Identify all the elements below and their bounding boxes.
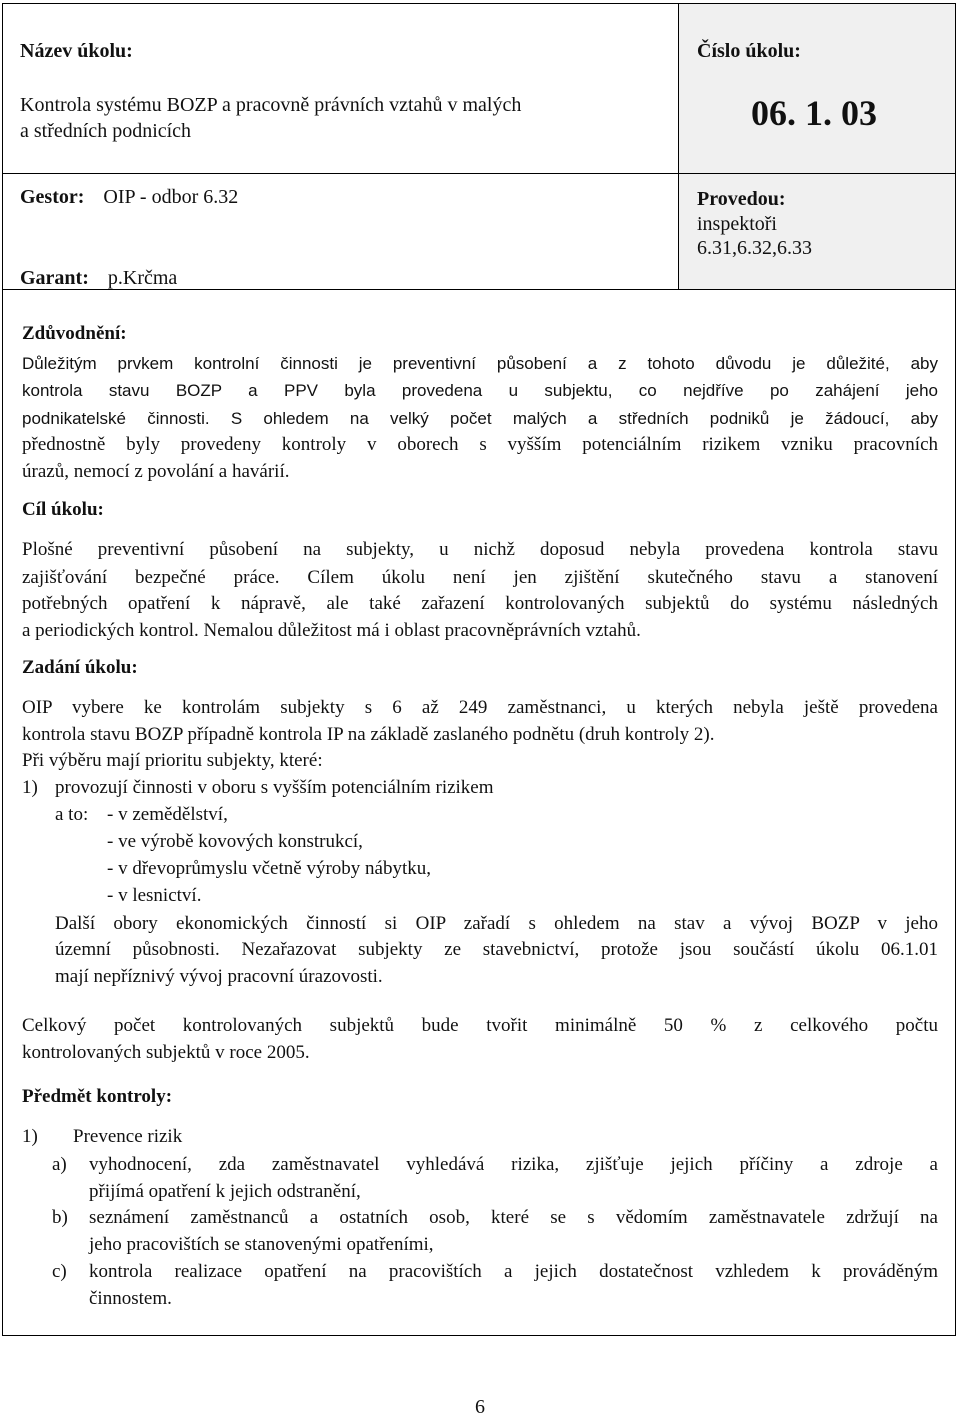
- predmet-sub-letter: b): [52, 1207, 68, 1228]
- predmet-sub-line: seznámení zaměstnanců a ostatních osob, které se s vědomím zaměstnavatele zdržují na: [89, 1207, 938, 1228]
- zadani-intro-line: kontrola stavu BOZP případně kontrola IP na základě zaslaného podnětu (druh kontroly 2).: [22, 724, 715, 745]
- dalsi-line: mají nepříznivý vývoj pracovní úrazovosti.: [55, 966, 383, 987]
- header-left-column: [3, 4, 679, 289]
- predmet-sub-letter: c): [52, 1261, 67, 1282]
- zduvodneni-line: podnikatelské činnosti. S ohledem na velký počet malých a středních podniků je žádoucí, aby: [22, 409, 938, 428]
- zadani-intro-line: OIP vybere ke kontrolám subjekty s 6 až 249 zaměstnanci, u kterých nebyla ještě provedena: [22, 697, 938, 718]
- cil-heading: Cíl úkolu:: [22, 499, 104, 520]
- predmet-item1-number: 1): [22, 1126, 38, 1147]
- predmet-sub-line: kontrola realizace opatření na pracovištích a jejich dostatečnost vzhledem k prováděným: [89, 1261, 938, 1282]
- task-number-cell: [679, 4, 955, 174]
- predmet-sub-line: jeho pracovištích se stanovenými opatřeními,: [89, 1234, 434, 1255]
- task-name-line1: Kontrola systému BOZP a pracovně právních vztahů v malých: [20, 94, 522, 116]
- predmet-sub-line: vyhodnocení, zda zaměstnavatel vyhledává rizika, zjišťuje jejich příčiny a zdroje a: [89, 1154, 938, 1175]
- cil-line: zajišťování bezpečné práce. Cílem úkolu není jen zjištění skutečného stavu a stanovení: [22, 567, 938, 588]
- task-name-line2: a středních podnicích: [20, 120, 192, 142]
- predmet-heading: Předmět kontroly:: [22, 1086, 173, 1107]
- celkovy-line: kontrolovaných subjektů v roce 2005.: [22, 1042, 310, 1063]
- zduvodneni-line: úrazů, nemocí z povolání a havárií.: [22, 461, 290, 482]
- zadani-item1-text: provozují činnosti v oboru s vyšším potenciálním rizikem: [55, 777, 494, 798]
- task-header-table: [2, 3, 956, 290]
- task-name-label: Název úkolu:: [20, 40, 133, 62]
- zadani-heading: Zadání úkolu:: [22, 657, 138, 678]
- provedou-label: Provedou:: [697, 188, 786, 210]
- predmet-sub-line: činnostem.: [89, 1288, 172, 1309]
- dalsi-line: Další obory ekonomických činností si OIP zařadí s ohledem na stav a vývoj BOZP v jeho: [55, 913, 938, 934]
- zadani-item1: [22, 774, 938, 801]
- task-name-cell: [3, 4, 679, 174]
- sub-item: - v lesnictví.: [107, 885, 202, 906]
- ato-label: a to:: [55, 804, 89, 825]
- dalsi-line: územní působnosti. Nezařazovat subjekty ze stavebnictví, protože jsou součástí úkolu 06.1.01: [55, 939, 938, 960]
- cil-line: Plošné preventivní působení na subjekty, u nichž doposud nebyla provedena kontrola stavu: [22, 539, 938, 560]
- page-number: 6: [475, 1396, 485, 1418]
- provedou-line1: inspektoři: [697, 213, 777, 235]
- gestor-row: [20, 184, 238, 211]
- zduvodneni-heading: Zdůvodnění:: [22, 323, 127, 344]
- header-right-column: [679, 4, 955, 289]
- gestor-label: Gestor:: [20, 186, 85, 208]
- zadani-intro-line: Při výběru mají prioritu subjekty, které:: [22, 750, 323, 771]
- predmet-item1-text: Prevence rizik: [73, 1126, 183, 1147]
- task-number: 06. 1. 03: [751, 93, 877, 133]
- cil-line: a periodických kontrol. Nemalou důležitost má i oblast pracovněprávních vztahů.: [22, 620, 641, 641]
- predmet-sub-letter: a): [52, 1154, 67, 1175]
- garant-label: Garant:: [20, 267, 89, 289]
- celkovy-line: Celkový počet kontrolovaných subjektů bude tvořit minimálně 50 % z celkového počtu: [22, 1015, 938, 1036]
- predmet-sub-line: přijímá opatření k jejich odstranění,: [89, 1181, 361, 1202]
- garant-value: p.Krčma: [107, 267, 178, 289]
- garant-row: [20, 265, 177, 292]
- sub-item: - ve výrobě kovových konstrukcí,: [107, 831, 363, 852]
- zduvodneni-line: Důležitým prvkem kontrolní činnosti je preventivní působení a z tohoto důvodu je důležité, aby: [22, 354, 938, 373]
- sub-item: - v dřevoprůmyslu včetně výroby nábytku,: [107, 858, 431, 879]
- zadani-item1-number: 1): [22, 777, 38, 798]
- provedou-line2: 6.31,6.32,6.33: [697, 237, 812, 259]
- zduvodneni-line: kontrola stavu BOZP a PPV byla provedena u subjektu, co nejdříve po zahájení jeho: [22, 381, 938, 400]
- predmet-item1: [22, 1123, 938, 1150]
- task-number-label: Číslo úkolu:: [697, 40, 801, 62]
- gestor-value: OIP - odbor 6.32: [103, 186, 239, 208]
- zduvodneni-line: přednostně byly provedeny kontroly v oborech s vyšším potenciálním rizikem vzniku pracovních: [22, 434, 938, 455]
- sub-item: - v zemědělství,: [107, 804, 228, 825]
- task-body: [2, 290, 956, 1336]
- cil-line: potřebných opatření k nápravě, ale také zařazení kontrolovaných subjektů do systému následných: [22, 593, 938, 614]
